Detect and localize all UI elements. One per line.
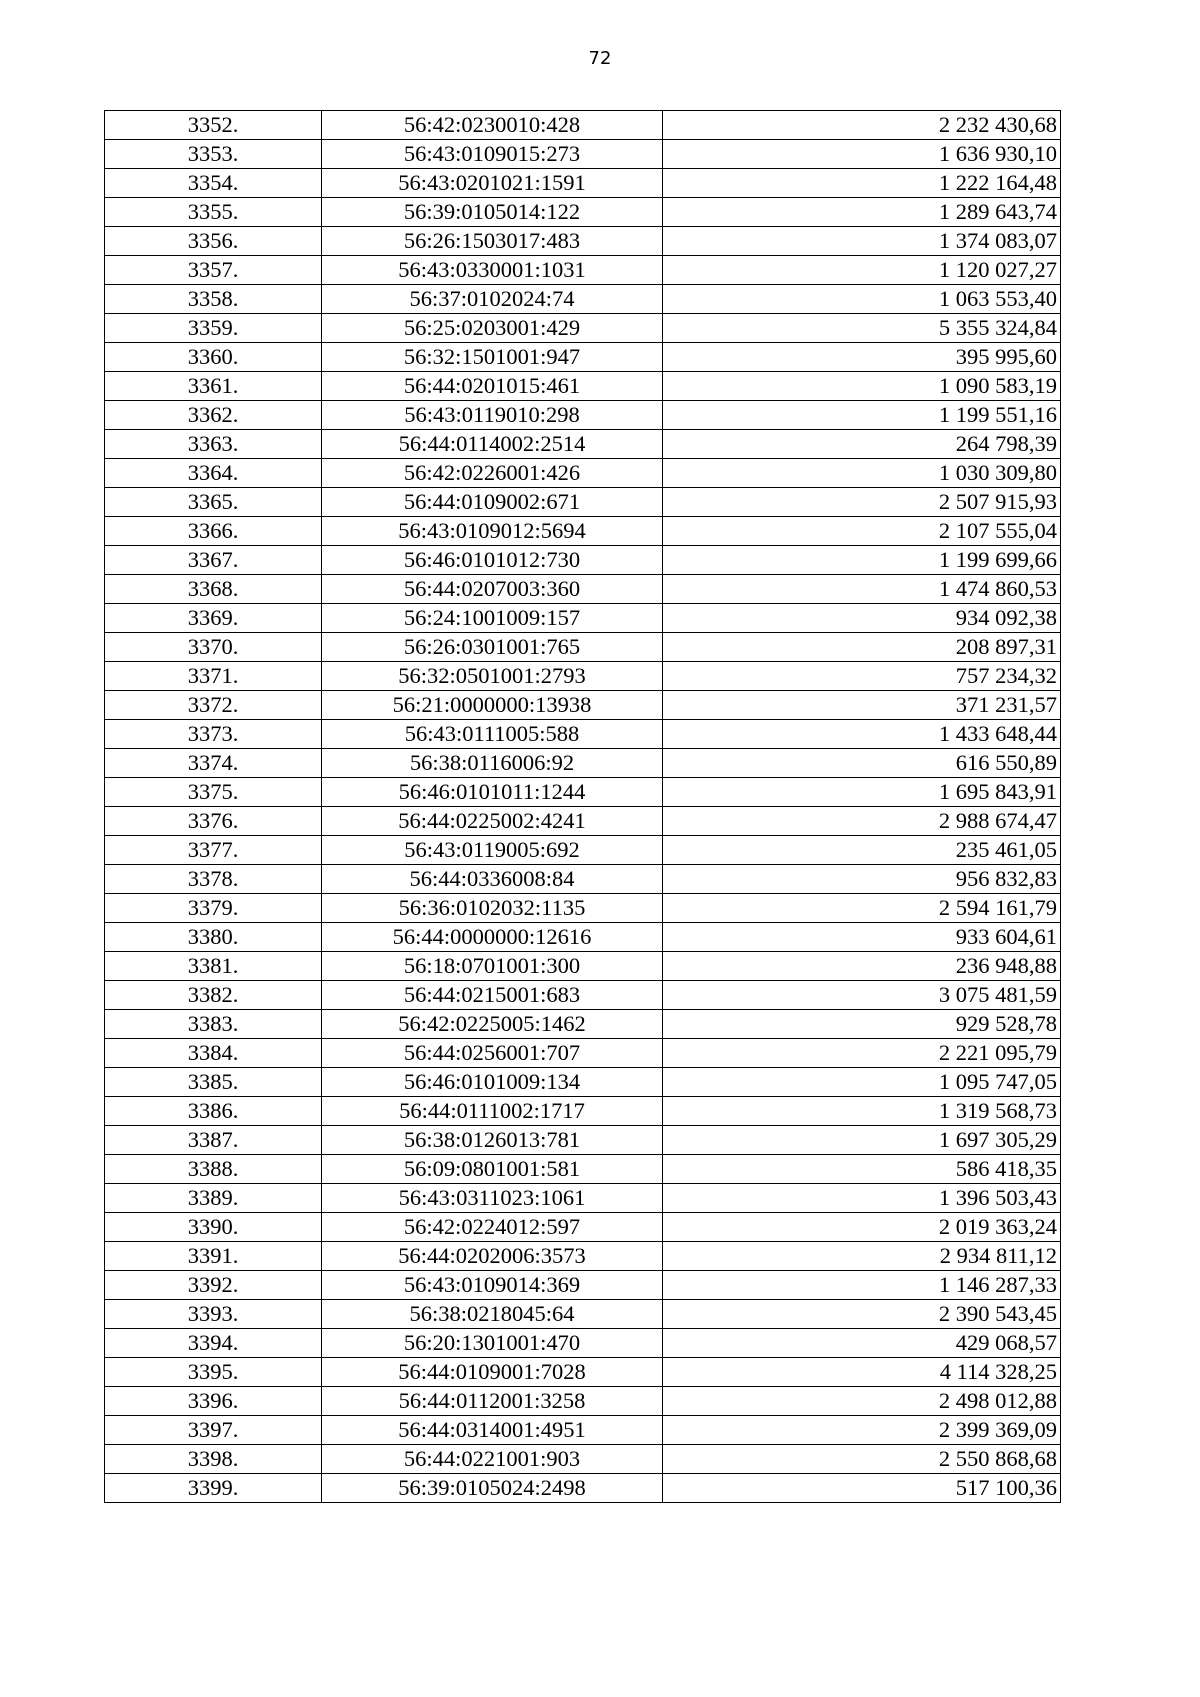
row-number-cell: 3363. (105, 430, 322, 459)
cadastral-number-cell: 56:44:0201015:461 (322, 372, 663, 401)
cadastral-number-cell: 56:24:1001009:157 (322, 604, 663, 633)
row-number-cell: 3361. (105, 372, 322, 401)
table-row (105, 865, 1061, 894)
value-cell: 1 063 553,40 (663, 285, 1061, 314)
cadastral-number-cell: 56:43:0119005:692 (322, 836, 663, 865)
value-cell: 2 498 012,88 (663, 1387, 1061, 1416)
cadastral-number-cell: 56:43:0201021:1591 (322, 169, 663, 198)
table-row (105, 140, 1061, 169)
value-cell: 1 697 305,29 (663, 1126, 1061, 1155)
row-number-cell: 3365. (105, 488, 322, 517)
value-cell: 1 030 309,80 (663, 459, 1061, 488)
value-cell: 2 232 430,68 (663, 111, 1061, 140)
cadastral-number-cell: 56:42:0224012:597 (322, 1213, 663, 1242)
value-cell: 4 114 328,25 (663, 1358, 1061, 1387)
table-row (105, 720, 1061, 749)
value-cell: 2 934 811,12 (663, 1242, 1061, 1271)
table-row (105, 691, 1061, 720)
row-number-cell: 3358. (105, 285, 322, 314)
row-number-cell: 3395. (105, 1358, 322, 1387)
table-row (105, 198, 1061, 227)
row-number-cell: 3376. (105, 807, 322, 836)
table-row (105, 488, 1061, 517)
row-number-cell: 3380. (105, 923, 322, 952)
cadastral-number-cell: 56:36:0102032:1135 (322, 894, 663, 923)
table-row (105, 1242, 1061, 1271)
row-number-cell: 3370. (105, 633, 322, 662)
value-cell: 208 897,31 (663, 633, 1061, 662)
cadastral-number-cell: 56:43:0109012:5694 (322, 517, 663, 546)
row-number-cell: 3375. (105, 778, 322, 807)
table-body (105, 111, 1061, 1503)
table-row (105, 749, 1061, 778)
row-number-cell: 3390. (105, 1213, 322, 1242)
row-number-cell: 3394. (105, 1329, 322, 1358)
page-number: 72 (588, 48, 612, 69)
cadastral-number-cell: 56:37:0102024:74 (322, 285, 663, 314)
cadastral-number-cell: 56:44:0202006:3573 (322, 1242, 663, 1271)
cadastral-number-cell: 56:32:1501001:947 (322, 343, 663, 372)
row-number-cell: 3383. (105, 1010, 322, 1039)
row-number-cell: 3366. (105, 517, 322, 546)
value-cell: 1 199 699,66 (663, 546, 1061, 575)
value-cell: 1 146 287,33 (663, 1271, 1061, 1300)
value-cell: 757 234,32 (663, 662, 1061, 691)
data-table (104, 110, 1061, 1503)
table-row (105, 430, 1061, 459)
value-cell: 3 075 481,59 (663, 981, 1061, 1010)
cadastral-number-cell: 56:43:0311023:1061 (322, 1184, 663, 1213)
table-row (105, 807, 1061, 836)
value-cell: 235 461,05 (663, 836, 1061, 865)
cadastral-number-cell: 56:21:0000000:13938 (322, 691, 663, 720)
row-number-cell: 3367. (105, 546, 322, 575)
value-cell: 1 199 551,16 (663, 401, 1061, 430)
cadastral-number-cell: 56:38:0116006:92 (322, 749, 663, 778)
value-cell: 586 418,35 (663, 1155, 1061, 1184)
table-row (105, 894, 1061, 923)
cadastral-number-cell: 56:44:0314001:4951 (322, 1416, 663, 1445)
row-number-cell: 3362. (105, 401, 322, 430)
cadastral-number-cell: 56:39:0105024:2498 (322, 1474, 663, 1503)
table-row (105, 1300, 1061, 1329)
value-cell: 616 550,89 (663, 749, 1061, 778)
value-cell: 1 095 747,05 (663, 1068, 1061, 1097)
row-number-cell: 3399. (105, 1474, 322, 1503)
value-cell: 933 604,61 (663, 923, 1061, 952)
row-number-cell: 3389. (105, 1184, 322, 1213)
value-cell: 2 594 161,79 (663, 894, 1061, 923)
row-number-cell: 3377. (105, 836, 322, 865)
value-cell: 2 399 369,09 (663, 1416, 1061, 1445)
cadastral-number-cell: 56:44:0215001:683 (322, 981, 663, 1010)
row-number-cell: 3391. (105, 1242, 322, 1271)
cadastral-number-cell: 56:43:0111005:588 (322, 720, 663, 749)
row-number-cell: 3381. (105, 952, 322, 981)
table-row (105, 343, 1061, 372)
table-row (105, 604, 1061, 633)
cadastral-number-cell: 56:46:0101011:1244 (322, 778, 663, 807)
cadastral-number-cell: 56:18:0701001:300 (322, 952, 663, 981)
cadastral-number-cell: 56:38:0126013:781 (322, 1126, 663, 1155)
table-row (105, 1126, 1061, 1155)
value-cell: 2 107 555,04 (663, 517, 1061, 546)
table-row (105, 1271, 1061, 1300)
row-number-cell: 3364. (105, 459, 322, 488)
row-number-cell: 3397. (105, 1416, 322, 1445)
cadastral-number-cell: 56:42:0226001:426 (322, 459, 663, 488)
cadastral-number-cell: 56:44:0114002:2514 (322, 430, 663, 459)
cadastral-number-cell: 56:46:0101009:134 (322, 1068, 663, 1097)
table-row (105, 981, 1061, 1010)
row-number-cell: 3388. (105, 1155, 322, 1184)
table-row (105, 1416, 1061, 1445)
row-number-cell: 3374. (105, 749, 322, 778)
value-cell: 1 090 583,19 (663, 372, 1061, 401)
value-cell: 5 355 324,84 (663, 314, 1061, 343)
value-cell: 429 068,57 (663, 1329, 1061, 1358)
value-cell: 956 832,83 (663, 865, 1061, 894)
row-number-cell: 3359. (105, 314, 322, 343)
table-row (105, 459, 1061, 488)
table-row (105, 227, 1061, 256)
cadastral-number-cell: 56:42:0230010:428 (322, 111, 663, 140)
row-number-cell: 3382. (105, 981, 322, 1010)
table-row (105, 314, 1061, 343)
row-number-cell: 3369. (105, 604, 322, 633)
value-cell: 2 550 868,68 (663, 1445, 1061, 1474)
row-number-cell: 3387. (105, 1126, 322, 1155)
value-cell: 934 092,38 (663, 604, 1061, 633)
cadastral-number-cell: 56:43:0109015:273 (322, 140, 663, 169)
row-number-cell: 3354. (105, 169, 322, 198)
table-row (105, 169, 1061, 198)
value-cell: 1 289 643,74 (663, 198, 1061, 227)
value-cell: 1 474 860,53 (663, 575, 1061, 604)
cadastral-number-cell: 56:44:0225002:4241 (322, 807, 663, 836)
table-row (105, 1184, 1061, 1213)
value-cell: 1 396 503,43 (663, 1184, 1061, 1213)
cadastral-number-cell: 56:25:0203001:429 (322, 314, 663, 343)
table-row (105, 372, 1061, 401)
table-row (105, 1097, 1061, 1126)
cadastral-number-cell: 56:44:0109001:7028 (322, 1358, 663, 1387)
table-row (105, 633, 1061, 662)
table-row (105, 1068, 1061, 1097)
row-number-cell: 3384. (105, 1039, 322, 1068)
cadastral-number-cell: 56:44:0256001:707 (322, 1039, 663, 1068)
cadastral-number-cell: 56:44:0221001:903 (322, 1445, 663, 1474)
table-row (105, 546, 1061, 575)
row-number-cell: 3386. (105, 1097, 322, 1126)
value-cell: 395 995,60 (663, 343, 1061, 372)
row-number-cell: 3378. (105, 865, 322, 894)
table-row (105, 285, 1061, 314)
table-row (105, 256, 1061, 285)
value-cell: 264 798,39 (663, 430, 1061, 459)
row-number-cell: 3352. (105, 111, 322, 140)
cadastral-number-cell: 56:26:1503017:483 (322, 227, 663, 256)
table-row (105, 1039, 1061, 1068)
table-row (105, 952, 1061, 981)
value-cell: 929 528,78 (663, 1010, 1061, 1039)
row-number-cell: 3379. (105, 894, 322, 923)
cadastral-number-cell: 56:44:0207003:360 (322, 575, 663, 604)
row-number-cell: 3393. (105, 1300, 322, 1329)
row-number-cell: 3357. (105, 256, 322, 285)
cadastral-number-cell: 56:46:0101012:730 (322, 546, 663, 575)
table-row (105, 836, 1061, 865)
table-row (105, 575, 1061, 604)
table-row (105, 778, 1061, 807)
cadastral-number-cell: 56:20:1301001:470 (322, 1329, 663, 1358)
row-number-cell: 3385. (105, 1068, 322, 1097)
row-number-cell: 3356. (105, 227, 322, 256)
cadastral-number-cell: 56:43:0109014:369 (322, 1271, 663, 1300)
row-number-cell: 3372. (105, 691, 322, 720)
row-number-cell: 3392. (105, 1271, 322, 1300)
table-row (105, 111, 1061, 140)
table-row (105, 662, 1061, 691)
value-cell: 371 231,57 (663, 691, 1061, 720)
cadastral-number-cell: 56:44:0112001:3258 (322, 1387, 663, 1416)
row-number-cell: 3373. (105, 720, 322, 749)
value-cell: 1 374 083,07 (663, 227, 1061, 256)
table-row (105, 1010, 1061, 1039)
table-row (105, 1474, 1061, 1503)
value-cell: 1 695 843,91 (663, 778, 1061, 807)
table-row (105, 1358, 1061, 1387)
row-number-cell: 3371. (105, 662, 322, 691)
table-row (105, 1445, 1061, 1474)
cadastral-number-cell: 56:44:0109002:671 (322, 488, 663, 517)
cadastral-number-cell: 56:39:0105014:122 (322, 198, 663, 227)
value-cell: 1 636 930,10 (663, 140, 1061, 169)
cadastral-number-cell: 56:44:0111002:1717 (322, 1097, 663, 1126)
value-cell: 2 988 674,47 (663, 807, 1061, 836)
table-row (105, 517, 1061, 546)
cadastral-number-cell: 56:38:0218045:64 (322, 1300, 663, 1329)
cadastral-number-cell: 56:44:0000000:12616 (322, 923, 663, 952)
cadastral-number-cell: 56:44:0336008:84 (322, 865, 663, 894)
cadastral-number-cell: 56:43:0119010:298 (322, 401, 663, 430)
cadastral-number-cell: 56:09:0801001:581 (322, 1155, 663, 1184)
row-number-cell: 3355. (105, 198, 322, 227)
table-row (105, 401, 1061, 430)
value-cell: 2 390 543,45 (663, 1300, 1061, 1329)
row-number-cell: 3396. (105, 1387, 322, 1416)
value-cell: 2 019 363,24 (663, 1213, 1061, 1242)
row-number-cell: 3398. (105, 1445, 322, 1474)
cadastral-number-cell: 56:43:0330001:1031 (322, 256, 663, 285)
table-row (105, 1329, 1061, 1358)
value-cell: 1 319 568,73 (663, 1097, 1061, 1126)
cadastral-number-cell: 56:42:0225005:1462 (322, 1010, 663, 1039)
table-row (105, 1155, 1061, 1184)
value-cell: 1 433 648,44 (663, 720, 1061, 749)
row-number-cell: 3360. (105, 343, 322, 372)
cadastral-number-cell: 56:26:0301001:765 (322, 633, 663, 662)
value-cell: 2 507 915,93 (663, 488, 1061, 517)
table-row (105, 1387, 1061, 1416)
value-cell: 517 100,36 (663, 1474, 1061, 1503)
value-cell: 236 948,88 (663, 952, 1061, 981)
row-number-cell: 3368. (105, 575, 322, 604)
table-row (105, 1213, 1061, 1242)
value-cell: 2 221 095,79 (663, 1039, 1061, 1068)
row-number-cell: 3353. (105, 140, 322, 169)
table-row (105, 923, 1061, 952)
value-cell: 1 222 164,48 (663, 169, 1061, 198)
cadastral-number-cell: 56:32:0501001:2793 (322, 662, 663, 691)
value-cell: 1 120 027,27 (663, 256, 1061, 285)
